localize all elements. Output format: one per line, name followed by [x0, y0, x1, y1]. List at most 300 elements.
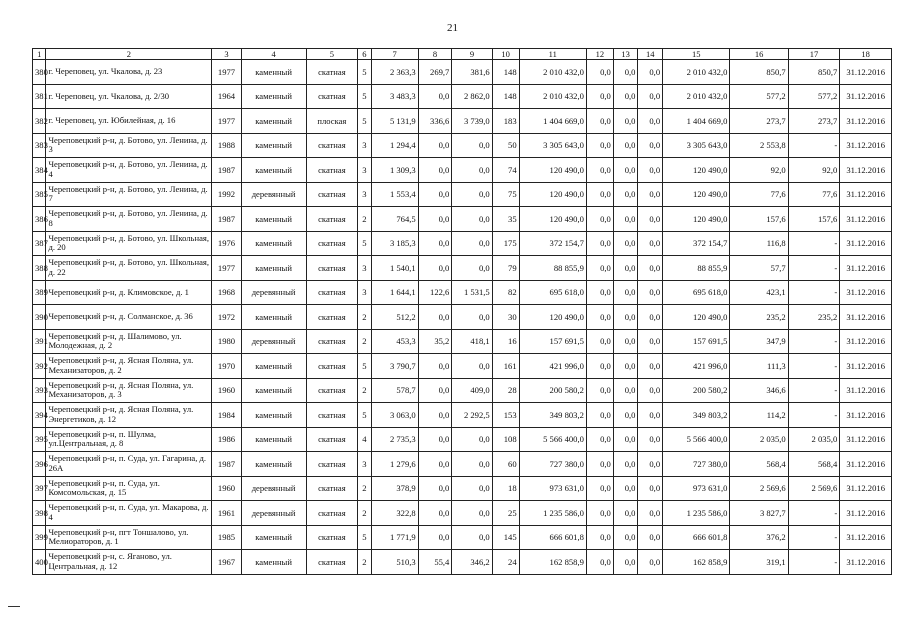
cost-total-cell: 3 305 643,0 — [519, 133, 586, 158]
floors-cell: 3 — [358, 133, 371, 158]
cost-total-cell: 349 803,2 — [519, 403, 586, 428]
value-col-13-cell: 0,0 — [613, 256, 638, 281]
cost-col-15-cell: 120 490,0 — [663, 305, 730, 330]
cost-col-15-cell: 120 490,0 — [663, 182, 730, 207]
build-year-cell: 1960 — [212, 378, 241, 403]
residents-count-cell: 30 — [492, 305, 519, 330]
completion-date-cell: 31.12.2016 — [840, 427, 892, 452]
address-cell: г. Череповец, ул. Юбилейная, д. 16 — [46, 109, 212, 134]
value-col-13-cell: 0,0 — [613, 109, 638, 134]
floors-cell: 3 — [358, 182, 371, 207]
cost-col-15-cell: 372 154,7 — [663, 231, 730, 256]
area-col-8-cell: 269,7 — [418, 60, 452, 85]
table-row — [33, 403, 892, 428]
table-row — [33, 231, 892, 256]
address-cell: Череповецкий р-н, д. Климовское, д. 1 — [46, 280, 212, 305]
cost-limit-cell: 568,4 — [788, 452, 840, 477]
value-col-12-cell: 0,0 — [586, 158, 613, 183]
roof-type-cell: скатная — [306, 427, 358, 452]
table-row — [33, 452, 892, 477]
value-col-12-cell: 0,0 — [586, 256, 613, 281]
value-col-12-cell: 0,0 — [586, 452, 613, 477]
cost-per-unit-cell: 273,7 — [730, 109, 788, 134]
floors-cell: 5 — [358, 354, 371, 379]
address-cell: Череповецкий р-н, д. Ясная Поляна, ул. Механизаторов, д. 2 — [46, 354, 212, 379]
value-col-12-cell: 0,0 — [586, 525, 613, 550]
table-row — [33, 60, 892, 85]
area-col-8-cell: 0,0 — [418, 231, 452, 256]
value-col-14-cell: 0,0 — [638, 207, 663, 232]
residents-count-cell: 82 — [492, 280, 519, 305]
value-col-13-cell: 0,0 — [613, 231, 638, 256]
address-cell: Череповецкий р-н, п. Суда, ул. Макарова, д. 4 — [46, 501, 212, 526]
value-col-12-cell: 0,0 — [586, 550, 613, 575]
cost-limit-cell: - — [788, 378, 840, 403]
wall-material-cell: каменный — [241, 427, 306, 452]
cost-col-15-cell: 421 996,0 — [663, 354, 730, 379]
completion-date-cell: 31.12.2016 — [840, 231, 892, 256]
row-number-cell: 388 — [33, 256, 46, 281]
cost-per-unit-cell: 111,3 — [730, 354, 788, 379]
value-col-12-cell: 0,0 — [586, 354, 613, 379]
table-row — [33, 525, 892, 550]
row-number-cell: 398 — [33, 501, 46, 526]
cost-col-15-cell: 1 404 669,0 — [663, 109, 730, 134]
table-row — [33, 207, 892, 232]
address-cell: Череповецкий р-н, п. Шулма, ул.Центральная, д. 8 — [46, 427, 212, 452]
cost-per-unit-cell: 577,2 — [730, 84, 788, 109]
residents-count-cell: 25 — [492, 501, 519, 526]
value-col-14-cell: 0,0 — [638, 182, 663, 207]
value-col-14-cell: 0,0 — [638, 231, 663, 256]
area-col-8-cell: 0,0 — [418, 182, 452, 207]
floors-cell: 2 — [358, 207, 371, 232]
floors-cell: 2 — [358, 501, 371, 526]
wall-material-cell: каменный — [241, 231, 306, 256]
cost-limit-cell: - — [788, 231, 840, 256]
wall-material-cell: каменный — [241, 525, 306, 550]
wall-material-cell: каменный — [241, 378, 306, 403]
residents-count-cell: 24 — [492, 550, 519, 575]
completion-date-cell: 31.12.2016 — [840, 84, 892, 109]
value-col-14-cell: 0,0 — [638, 305, 663, 330]
build-year-cell: 1961 — [212, 501, 241, 526]
residents-count-cell: 183 — [492, 109, 519, 134]
cost-per-unit-cell: 568,4 — [730, 452, 788, 477]
value-col-14-cell: 0,0 — [638, 354, 663, 379]
build-year-cell: 1987 — [212, 158, 241, 183]
area-col-9-cell: 1 531,5 — [452, 280, 492, 305]
cost-per-unit-cell: 2 569,6 — [730, 476, 788, 501]
completion-date-cell: 31.12.2016 — [840, 354, 892, 379]
table-row — [33, 501, 892, 526]
row-number-cell: 397 — [33, 476, 46, 501]
value-col-14-cell: 0,0 — [638, 550, 663, 575]
column-number: 17 — [788, 49, 840, 60]
build-year-cell: 1977 — [212, 109, 241, 134]
residents-count-cell: 148 — [492, 60, 519, 85]
total-area-cell: 1 279,6 — [371, 452, 418, 477]
value-col-14-cell: 0,0 — [638, 256, 663, 281]
cost-total-cell: 120 490,0 — [519, 182, 586, 207]
floors-cell: 5 — [358, 109, 371, 134]
completion-date-cell: 31.12.2016 — [840, 133, 892, 158]
roof-type-cell: скатная — [306, 133, 358, 158]
address-cell: Череповецкий р-н, с. Яганово, ул. Центральная, д. 12 — [46, 550, 212, 575]
area-col-9-cell: 0,0 — [452, 452, 492, 477]
cost-total-cell: 5 566 400,0 — [519, 427, 586, 452]
residents-count-cell: 60 — [492, 452, 519, 477]
column-number: 10 — [492, 49, 519, 60]
value-col-12-cell: 0,0 — [586, 84, 613, 109]
completion-date-cell: 31.12.2016 — [840, 378, 892, 403]
table-row — [33, 280, 892, 305]
cost-limit-cell: - — [788, 501, 840, 526]
row-number-cell: 400 — [33, 550, 46, 575]
wall-material-cell: деревянный — [241, 329, 306, 354]
completion-date-cell: 31.12.2016 — [840, 207, 892, 232]
cost-total-cell: 372 154,7 — [519, 231, 586, 256]
cost-total-cell: 2 010 432,0 — [519, 84, 586, 109]
cost-total-cell: 200 580,2 — [519, 378, 586, 403]
total-area-cell: 453,3 — [371, 329, 418, 354]
residents-count-cell: 74 — [492, 158, 519, 183]
cost-col-15-cell: 349 803,2 — [663, 403, 730, 428]
column-number: 3 — [212, 49, 241, 60]
column-number: 9 — [452, 49, 492, 60]
cost-limit-cell: 92,0 — [788, 158, 840, 183]
wall-material-cell: деревянный — [241, 182, 306, 207]
floors-cell: 2 — [358, 378, 371, 403]
total-area-cell: 512,2 — [371, 305, 418, 330]
area-col-8-cell: 0,0 — [418, 476, 452, 501]
cost-total-cell: 157 691,5 — [519, 329, 586, 354]
table-row — [33, 256, 892, 281]
roof-type-cell: скатная — [306, 476, 358, 501]
cost-limit-cell: - — [788, 550, 840, 575]
build-year-cell: 1987 — [212, 452, 241, 477]
value-col-12-cell: 0,0 — [586, 378, 613, 403]
row-number-cell: 384 — [33, 158, 46, 183]
completion-date-cell: 31.12.2016 — [840, 525, 892, 550]
roof-type-cell: скатная — [306, 158, 358, 183]
cost-total-cell: 695 618,0 — [519, 280, 586, 305]
address-cell: Череповецкий р-н, д. Ботово, ул. Школьная, д. 22 — [46, 256, 212, 281]
roof-type-cell: скатная — [306, 207, 358, 232]
row-number-cell: 389 — [33, 280, 46, 305]
column-number: 6 — [358, 49, 371, 60]
cost-per-unit-cell: 77,6 — [730, 182, 788, 207]
value-col-13-cell: 0,0 — [613, 550, 638, 575]
value-col-13-cell: 0,0 — [613, 305, 638, 330]
wall-material-cell: каменный — [241, 305, 306, 330]
column-number: 16 — [730, 49, 788, 60]
cost-col-15-cell: 2 010 432,0 — [663, 60, 730, 85]
cost-col-15-cell: 5 566 400,0 — [663, 427, 730, 452]
cost-col-15-cell: 1 235 586,0 — [663, 501, 730, 526]
area-col-9-cell: 409,0 — [452, 378, 492, 403]
cost-col-15-cell: 200 580,2 — [663, 378, 730, 403]
area-col-9-cell: 2 862,0 — [452, 84, 492, 109]
completion-date-cell: 31.12.2016 — [840, 60, 892, 85]
completion-date-cell: 31.12.2016 — [840, 329, 892, 354]
value-col-13-cell: 0,0 — [613, 182, 638, 207]
value-col-13-cell: 0,0 — [613, 427, 638, 452]
total-area-cell: 322,8 — [371, 501, 418, 526]
value-col-12-cell: 0,0 — [586, 329, 613, 354]
value-col-14-cell: 0,0 — [638, 427, 663, 452]
total-area-cell: 764,5 — [371, 207, 418, 232]
cost-per-unit-cell: 376,2 — [730, 525, 788, 550]
address-cell: Череповецкий р-н, д. Шалимово, ул. Молодежная, д. 2 — [46, 329, 212, 354]
roof-type-cell: скатная — [306, 305, 358, 330]
address-cell: Череповецкий р-н, д. Ботово, ул. Школьная, д. 20 — [46, 231, 212, 256]
total-area-cell: 378,9 — [371, 476, 418, 501]
roof-type-cell: скатная — [306, 354, 358, 379]
total-area-cell: 3 185,3 — [371, 231, 418, 256]
cost-limit-cell: 273,7 — [788, 109, 840, 134]
completion-date-cell: 31.12.2016 — [840, 280, 892, 305]
residents-count-cell: 175 — [492, 231, 519, 256]
buildings-register-table — [32, 48, 892, 575]
address-cell: Череповецкий р-н, д. Ясная Поляна, ул. Энергетиков, д. 12 — [46, 403, 212, 428]
column-number: 11 — [519, 49, 586, 60]
floors-cell: 3 — [358, 256, 371, 281]
value-col-13-cell: 0,0 — [613, 280, 638, 305]
floors-cell: 2 — [358, 476, 371, 501]
area-col-8-cell: 0,0 — [418, 256, 452, 281]
area-col-8-cell: 0,0 — [418, 305, 452, 330]
total-area-cell: 2 363,3 — [371, 60, 418, 85]
completion-date-cell: 31.12.2016 — [840, 550, 892, 575]
residents-count-cell: 18 — [492, 476, 519, 501]
cost-col-15-cell: 88 855,9 — [663, 256, 730, 281]
cost-col-15-cell: 120 490,0 — [663, 207, 730, 232]
wall-material-cell: каменный — [241, 256, 306, 281]
row-number-cell: 380 — [33, 60, 46, 85]
table-row — [33, 158, 892, 183]
value-col-12-cell: 0,0 — [586, 60, 613, 85]
cost-limit-cell: 2 569,6 — [788, 476, 840, 501]
column-number: 5 — [306, 49, 358, 60]
value-col-12-cell: 0,0 — [586, 109, 613, 134]
total-area-cell: 1 553,4 — [371, 182, 418, 207]
residents-count-cell: 28 — [492, 378, 519, 403]
table-row — [33, 476, 892, 501]
address-cell: Череповецкий р-н, д. Ботово, ул. Ленина, д. 8 — [46, 207, 212, 232]
build-year-cell: 1987 — [212, 207, 241, 232]
area-col-8-cell: 0,0 — [418, 525, 452, 550]
cost-col-15-cell: 727 380,0 — [663, 452, 730, 477]
cost-limit-cell: - — [788, 525, 840, 550]
header-row — [33, 49, 892, 60]
cost-col-15-cell: 120 490,0 — [663, 158, 730, 183]
area-col-8-cell: 0,0 — [418, 378, 452, 403]
residents-count-cell: 50 — [492, 133, 519, 158]
total-area-cell: 1 309,3 — [371, 158, 418, 183]
margin-mark — [8, 606, 20, 607]
build-year-cell: 1986 — [212, 427, 241, 452]
value-col-14-cell: 0,0 — [638, 378, 663, 403]
address-cell: Череповецкий р-н, д. Ясная Поляна, ул. Механизаторов, д. 3 — [46, 378, 212, 403]
cost-per-unit-cell: 347,9 — [730, 329, 788, 354]
total-area-cell: 1 644,1 — [371, 280, 418, 305]
cost-per-unit-cell: 3 827,7 — [730, 501, 788, 526]
total-area-cell: 510,3 — [371, 550, 418, 575]
wall-material-cell: каменный — [241, 403, 306, 428]
value-col-13-cell: 0,0 — [613, 158, 638, 183]
residents-count-cell: 148 — [492, 84, 519, 109]
total-area-cell: 3 790,7 — [371, 354, 418, 379]
wall-material-cell: деревянный — [241, 476, 306, 501]
build-year-cell: 1970 — [212, 354, 241, 379]
value-col-14-cell: 0,0 — [638, 158, 663, 183]
table-row — [33, 133, 892, 158]
column-number: 8 — [418, 49, 452, 60]
value-col-14-cell: 0,0 — [638, 109, 663, 134]
floors-cell: 3 — [358, 158, 371, 183]
column-number: 2 — [46, 49, 212, 60]
roof-type-cell: скатная — [306, 280, 358, 305]
row-number-cell: 392 — [33, 354, 46, 379]
wall-material-cell: каменный — [241, 550, 306, 575]
row-number-cell: 391 — [33, 329, 46, 354]
cost-per-unit-cell: 423,1 — [730, 280, 788, 305]
area-col-9-cell: 0,0 — [452, 207, 492, 232]
build-year-cell: 1967 — [212, 550, 241, 575]
completion-date-cell: 31.12.2016 — [840, 158, 892, 183]
area-col-9-cell: 0,0 — [452, 354, 492, 379]
floors-cell: 5 — [358, 403, 371, 428]
row-number-cell: 395 — [33, 427, 46, 452]
wall-material-cell: каменный — [241, 354, 306, 379]
area-col-8-cell: 336,6 — [418, 109, 452, 134]
floors-cell: 2 — [358, 329, 371, 354]
build-year-cell: 1977 — [212, 256, 241, 281]
area-col-8-cell: 35,2 — [418, 329, 452, 354]
roof-type-cell: скатная — [306, 525, 358, 550]
value-col-12-cell: 0,0 — [586, 403, 613, 428]
total-area-cell: 5 131,9 — [371, 109, 418, 134]
value-col-13-cell: 0,0 — [613, 501, 638, 526]
wall-material-cell: каменный — [241, 452, 306, 477]
table-row — [33, 84, 892, 109]
wall-material-cell: каменный — [241, 207, 306, 232]
cost-total-cell: 120 490,0 — [519, 305, 586, 330]
total-area-cell: 2 735,3 — [371, 427, 418, 452]
row-number-cell: 381 — [33, 84, 46, 109]
page-number: 21 — [447, 22, 458, 34]
wall-material-cell: каменный — [241, 109, 306, 134]
area-col-9-cell: 418,1 — [452, 329, 492, 354]
area-col-8-cell: 122,6 — [418, 280, 452, 305]
build-year-cell: 1988 — [212, 133, 241, 158]
residents-count-cell: 161 — [492, 354, 519, 379]
area-col-8-cell: 0,0 — [418, 207, 452, 232]
cost-total-cell: 88 855,9 — [519, 256, 586, 281]
area-col-9-cell: 0,0 — [452, 182, 492, 207]
value-col-13-cell: 0,0 — [613, 60, 638, 85]
value-col-12-cell: 0,0 — [586, 280, 613, 305]
cost-limit-cell: - — [788, 329, 840, 354]
cost-total-cell: 973 631,0 — [519, 476, 586, 501]
total-area-cell: 3 483,3 — [371, 84, 418, 109]
completion-date-cell: 31.12.2016 — [840, 403, 892, 428]
area-col-9-cell: 0,0 — [452, 133, 492, 158]
residents-count-cell: 153 — [492, 403, 519, 428]
roof-type-cell: скатная — [306, 501, 358, 526]
value-col-14-cell: 0,0 — [638, 501, 663, 526]
roof-type-cell: скатная — [306, 84, 358, 109]
floors-cell: 3 — [358, 452, 371, 477]
area-col-9-cell: 0,0 — [452, 256, 492, 281]
total-area-cell: 1 771,9 — [371, 525, 418, 550]
address-cell: г. Череповец, ул. Чкалова, д. 23 — [46, 60, 212, 85]
roof-type-cell: плоская — [306, 109, 358, 134]
area-col-8-cell: 0,0 — [418, 501, 452, 526]
floors-cell: 5 — [358, 60, 371, 85]
roof-type-cell: скатная — [306, 231, 358, 256]
row-number-cell: 399 — [33, 525, 46, 550]
wall-material-cell: каменный — [241, 158, 306, 183]
cost-total-cell: 727 380,0 — [519, 452, 586, 477]
area-col-9-cell: 346,2 — [452, 550, 492, 575]
area-col-9-cell: 0,0 — [452, 525, 492, 550]
cost-per-unit-cell: 2 553,8 — [730, 133, 788, 158]
column-number: 4 — [241, 49, 306, 60]
value-col-14-cell: 0,0 — [638, 133, 663, 158]
value-col-14-cell: 0,0 — [638, 84, 663, 109]
cost-total-cell: 1 404 669,0 — [519, 109, 586, 134]
roof-type-cell: скатная — [306, 256, 358, 281]
area-col-9-cell: 0,0 — [452, 427, 492, 452]
completion-date-cell: 31.12.2016 — [840, 109, 892, 134]
area-col-8-cell: 0,0 — [418, 452, 452, 477]
build-year-cell: 1964 — [212, 84, 241, 109]
area-col-9-cell: 2 292,5 — [452, 403, 492, 428]
build-year-cell: 1960 — [212, 476, 241, 501]
address-cell: Череповецкий р-н, пгт Тоншалово, ул. Мелиораторов, д. 1 — [46, 525, 212, 550]
completion-date-cell: 31.12.2016 — [840, 476, 892, 501]
cost-col-15-cell: 666 601,8 — [663, 525, 730, 550]
cost-total-cell: 120 490,0 — [519, 158, 586, 183]
value-col-13-cell: 0,0 — [613, 452, 638, 477]
build-year-cell: 1977 — [212, 60, 241, 85]
value-col-14-cell: 0,0 — [638, 60, 663, 85]
cost-col-15-cell: 157 691,5 — [663, 329, 730, 354]
row-number-cell: 382 — [33, 109, 46, 134]
cost-per-unit-cell: 57,7 — [730, 256, 788, 281]
address-cell: Череповецкий р-н, д. Ботово, ул. Ленина, д. 3 — [46, 133, 212, 158]
column-number: 12 — [586, 49, 613, 60]
table-row — [33, 354, 892, 379]
roof-type-cell: скатная — [306, 60, 358, 85]
table-row — [33, 427, 892, 452]
area-col-8-cell: 0,0 — [418, 403, 452, 428]
value-col-13-cell: 0,0 — [613, 525, 638, 550]
cost-limit-cell: 235,2 — [788, 305, 840, 330]
cost-total-cell: 2 010 432,0 — [519, 60, 586, 85]
build-year-cell: 1972 — [212, 305, 241, 330]
value-col-12-cell: 0,0 — [586, 501, 613, 526]
column-number: 13 — [613, 49, 638, 60]
cost-limit-cell: - — [788, 354, 840, 379]
cost-total-cell: 421 996,0 — [519, 354, 586, 379]
completion-date-cell: 31.12.2016 — [840, 182, 892, 207]
row-number-cell: 385 — [33, 182, 46, 207]
cost-limit-cell: 77,6 — [788, 182, 840, 207]
row-number-cell: 394 — [33, 403, 46, 428]
